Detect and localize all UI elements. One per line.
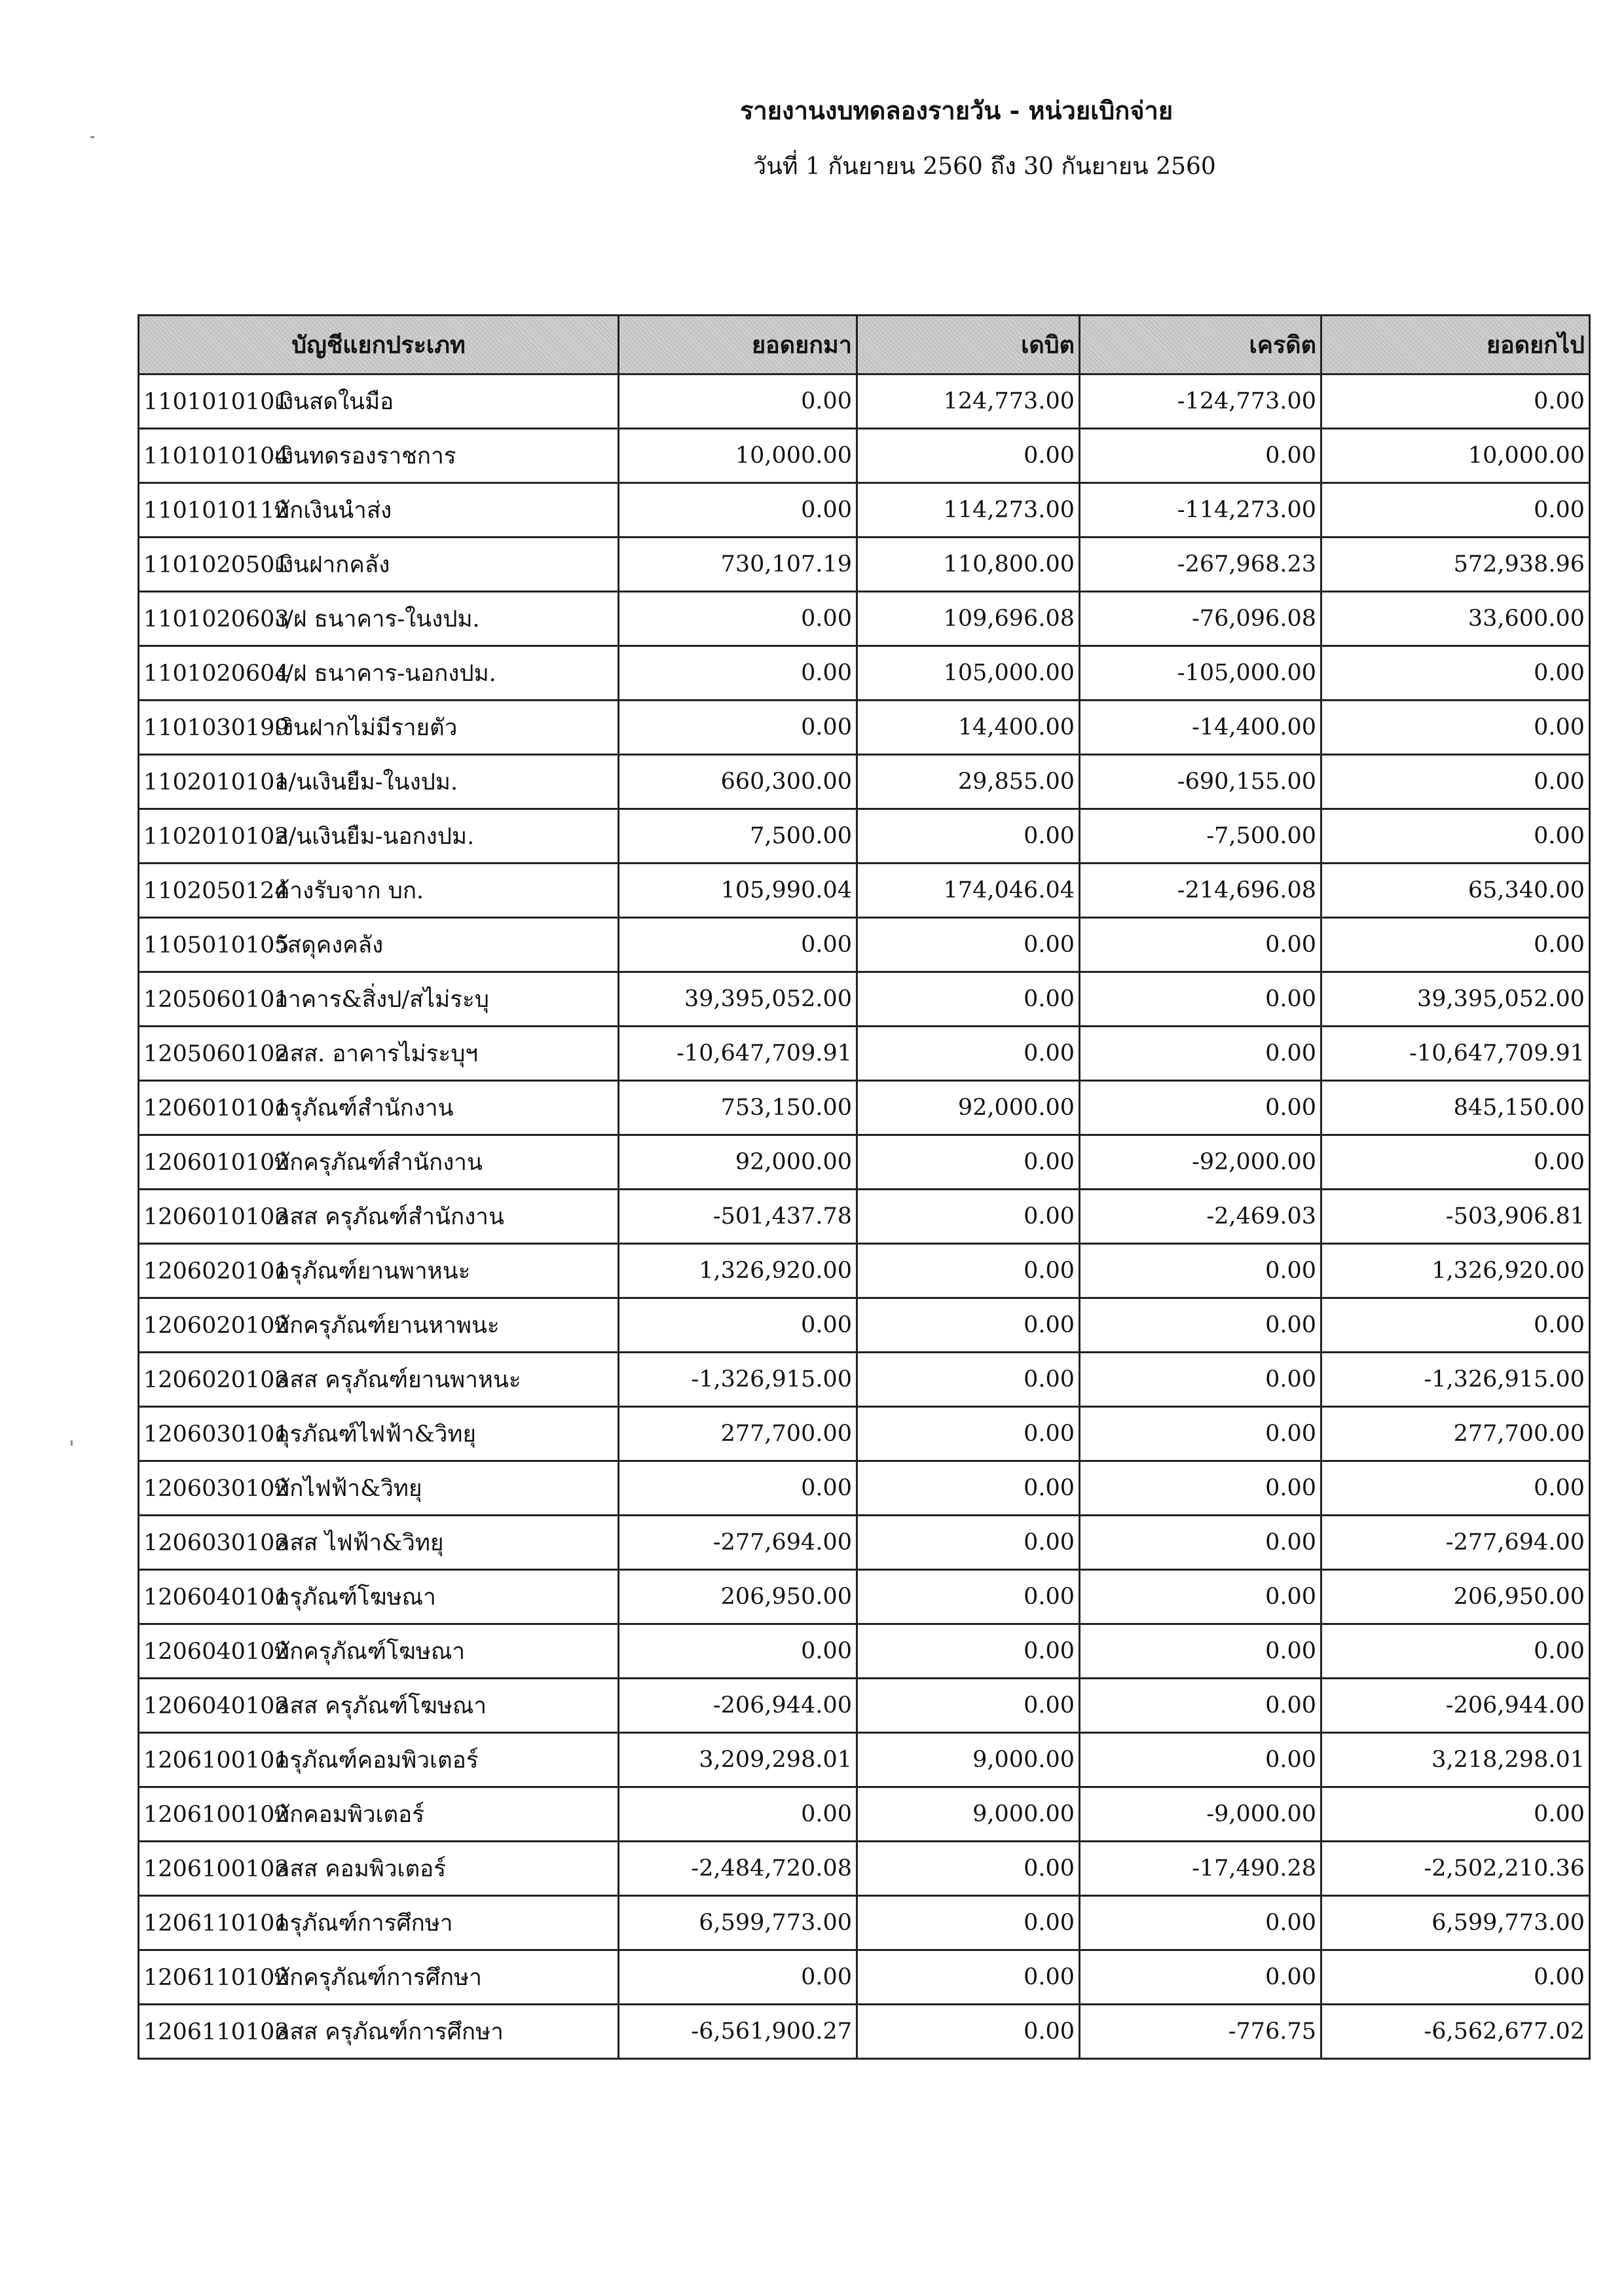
- credit-cell: -776.75: [1080, 2005, 1321, 2059]
- closing-balance-cell: -2,502,210.36: [1321, 1842, 1590, 1896]
- account-cell: [139, 1081, 619, 1135]
- opening-balance-cell: 0.00: [619, 1461, 857, 1516]
- debit-cell: 0.00: [857, 2005, 1080, 2059]
- account-name: พักครุภัณฑ์โฆษณา: [274, 1638, 466, 1665]
- opening-balance-cell: 0.00: [619, 646, 857, 701]
- debit-cell: 109,696.08: [857, 592, 1080, 646]
- account-cell: [139, 646, 619, 701]
- account-code: 1206020102: [143, 1312, 289, 1339]
- account-name: คสส ไฟฟ้า&วิทยุ: [274, 1529, 444, 1556]
- account-cell: [139, 592, 619, 646]
- scan-speck: [71, 1440, 73, 1446]
- opening-balance-cell: 7,500.00: [619, 809, 857, 864]
- table-row: [139, 1353, 1590, 1407]
- scan-speck: [90, 136, 94, 138]
- account-code: 1206010102: [143, 1149, 289, 1176]
- header-account: บัญชีแยกประเภท: [139, 316, 619, 374]
- account-cell: [139, 1298, 619, 1353]
- account-code: 1206110101: [143, 1910, 289, 1937]
- account-name: พักไฟฟ้า&วิทยุ: [274, 1475, 422, 1502]
- credit-cell: -2,469.03: [1080, 1190, 1321, 1244]
- table-row: [139, 429, 1590, 483]
- opening-balance-cell: -10,647,709.91: [619, 1027, 857, 1081]
- debit-cell: 0.00: [857, 1461, 1080, 1516]
- credit-cell: -76,096.08: [1080, 592, 1321, 646]
- opening-balance-cell: 39,395,052.00: [619, 972, 857, 1027]
- table-row: [139, 374, 1590, 429]
- closing-balance-cell: 0.00: [1321, 1298, 1590, 1353]
- debit-cell: 0.00: [857, 1679, 1080, 1733]
- debit-cell: 0.00: [857, 1353, 1080, 1407]
- account-code: 1101010101: [143, 388, 289, 415]
- closing-balance-cell: 0.00: [1321, 809, 1590, 864]
- account-cell: [139, 972, 619, 1027]
- table-row: [139, 755, 1590, 809]
- closing-balance-cell: 3,218,298.01: [1321, 1733, 1590, 1787]
- opening-balance-cell: 0.00: [619, 701, 857, 755]
- account-code: 1102050124: [143, 877, 289, 904]
- table-row: [139, 592, 1590, 646]
- account-cell: [139, 1787, 619, 1842]
- credit-cell: 0.00: [1080, 1950, 1321, 2005]
- account-name: คสส ครุภัณฑ์การศึกษา: [274, 2018, 504, 2045]
- account-name: พักเงินนำส่ง: [274, 497, 392, 524]
- opening-balance-cell: 92,000.00: [619, 1135, 857, 1190]
- account-name: ครุภัณฑ์สำนักงาน: [274, 1095, 454, 1121]
- account-name: ครุภัณฑ์คอมพิวเตอร์: [274, 1747, 479, 1774]
- account-cell: [139, 374, 619, 429]
- closing-balance-cell: 33,600.00: [1321, 592, 1590, 646]
- opening-balance-cell: 206,950.00: [619, 1570, 857, 1624]
- account-code: 1206030102: [143, 1475, 289, 1502]
- closing-balance-cell: 0.00: [1321, 1624, 1590, 1679]
- table-row: [139, 972, 1590, 1027]
- closing-balance-cell: 277,700.00: [1321, 1407, 1590, 1461]
- table-row: [139, 864, 1590, 918]
- table-row: [139, 646, 1590, 701]
- credit-cell: -7,500.00: [1080, 809, 1321, 864]
- account-name: คสส ครุภัณฑ์โฆษณา: [274, 1692, 487, 1719]
- opening-balance-cell: -206,944.00: [619, 1679, 857, 1733]
- account-code: 1101030199: [143, 714, 289, 741]
- account-code: 1206010103: [143, 1203, 289, 1230]
- account-name: คสส. อาคารไม่ระบุฯ: [274, 1040, 479, 1067]
- account-name: ครุภัณฑ์โฆษณา: [274, 1584, 436, 1611]
- credit-cell: 0.00: [1080, 1027, 1321, 1081]
- closing-balance-cell: 0.00: [1321, 1950, 1590, 2005]
- table-row: [139, 1570, 1590, 1624]
- account-cell: [139, 918, 619, 972]
- account-name: คสส ครุภัณฑ์สำนักงาน: [274, 1203, 504, 1230]
- closing-balance-cell: 0.00: [1321, 646, 1590, 701]
- account-code: 1206030101: [143, 1421, 289, 1448]
- opening-balance-cell: 0.00: [619, 592, 857, 646]
- opening-balance-cell: 753,150.00: [619, 1081, 857, 1135]
- table-row: [139, 1461, 1590, 1516]
- account-code: 1206110102: [143, 1964, 289, 1991]
- account-name: ครุภัณฑ์ยานพาหนะ: [274, 1258, 471, 1285]
- table-row: [139, 1298, 1590, 1353]
- closing-balance-cell: -1,326,915.00: [1321, 1353, 1590, 1407]
- debit-cell: 0.00: [857, 1624, 1080, 1679]
- account-name: คสส คอมพิวเตอร์: [274, 1855, 447, 1882]
- account-cell: [139, 1842, 619, 1896]
- debit-cell: 14,400.00: [857, 701, 1080, 755]
- account-code: 1206020103: [143, 1366, 289, 1393]
- opening-balance-cell: 660,300.00: [619, 755, 857, 809]
- closing-balance-cell: 0.00: [1321, 1135, 1590, 1190]
- closing-balance-cell: 572,938.96: [1321, 538, 1590, 592]
- table-row: [139, 918, 1590, 972]
- closing-balance-cell: 1,326,920.00: [1321, 1244, 1590, 1298]
- account-code: 1101020604: [143, 660, 289, 687]
- credit-cell: 0.00: [1080, 1624, 1321, 1679]
- credit-cell: 0.00: [1080, 1407, 1321, 1461]
- debit-cell: 110,800.00: [857, 538, 1080, 592]
- account-cell: [139, 1407, 619, 1461]
- header-debit: เดบิต: [857, 316, 1080, 374]
- opening-balance-cell: 105,990.04: [619, 864, 857, 918]
- credit-cell: -92,000.00: [1080, 1135, 1321, 1190]
- account-code: 1206100102: [143, 1801, 289, 1828]
- table-row: [139, 1190, 1590, 1244]
- debit-cell: 0.00: [857, 1950, 1080, 2005]
- account-cell: [139, 1353, 619, 1407]
- credit-cell: -690,155.00: [1080, 755, 1321, 809]
- credit-cell: 0.00: [1080, 972, 1321, 1027]
- account-cell: [139, 1190, 619, 1244]
- credit-cell: -114,273.00: [1080, 483, 1321, 538]
- table-row: [139, 701, 1590, 755]
- header-closing-balance: ยอดยกไป: [1321, 316, 1590, 374]
- table-row: [139, 1733, 1590, 1787]
- account-name: พักครุภัณฑ์การศึกษา: [274, 1964, 482, 1991]
- opening-balance-cell: -277,694.00: [619, 1516, 857, 1570]
- opening-balance-cell: -501,437.78: [619, 1190, 857, 1244]
- table-row: [139, 1516, 1590, 1570]
- opening-balance-cell: 0.00: [619, 374, 857, 429]
- account-code: 1102010101: [143, 769, 289, 795]
- account-cell: [139, 809, 619, 864]
- account-name: เงินฝากคลัง: [274, 551, 390, 578]
- debit-cell: 9,000.00: [857, 1733, 1080, 1787]
- account-code: 1206100101: [143, 1747, 289, 1774]
- table-header-row: [139, 316, 1590, 374]
- debit-cell: 105,000.00: [857, 646, 1080, 701]
- account-name: เงินทดรองราชการ: [274, 443, 456, 469]
- trial-balance-table: [138, 314, 1591, 2060]
- opening-balance-cell: 0.00: [619, 1787, 857, 1842]
- credit-cell: -124,773.00: [1080, 374, 1321, 429]
- account-cell: [139, 1244, 619, 1298]
- header-credit: เครดิต: [1080, 316, 1321, 374]
- debit-cell: 124,773.00: [857, 374, 1080, 429]
- closing-balance-cell: 6,599,773.00: [1321, 1896, 1590, 1950]
- credit-cell: 0.00: [1080, 1679, 1321, 1733]
- account-code: 1205060102: [143, 1040, 289, 1067]
- table-row: [139, 1244, 1590, 1298]
- account-code: 1206110103: [143, 2018, 289, 2045]
- account-cell: [139, 1135, 619, 1190]
- account-name: เงินสดในมือ: [274, 388, 394, 415]
- debit-cell: 0.00: [857, 1407, 1080, 1461]
- account-code: 1101010112: [143, 497, 289, 524]
- account-code: 1105010105: [143, 932, 289, 958]
- account-cell: [139, 755, 619, 809]
- account-name: เงินฝากไม่มีรายตัว: [274, 714, 458, 741]
- account-name: ค้างรับจาก บก.: [274, 877, 424, 904]
- opening-balance-cell: 10,000.00: [619, 429, 857, 483]
- credit-cell: 0.00: [1080, 1461, 1321, 1516]
- opening-balance-cell: 277,700.00: [619, 1407, 857, 1461]
- debit-cell: 0.00: [857, 1027, 1080, 1081]
- closing-balance-cell: 0.00: [1321, 374, 1590, 429]
- table-row: [139, 1027, 1590, 1081]
- opening-balance-cell: 3,209,298.01: [619, 1733, 857, 1787]
- credit-cell: 0.00: [1080, 1244, 1321, 1298]
- account-cell: [139, 429, 619, 483]
- closing-balance-cell: 0.00: [1321, 1461, 1590, 1516]
- debit-cell: 0.00: [857, 1298, 1080, 1353]
- closing-balance-cell: -6,562,677.02: [1321, 2005, 1590, 2059]
- account-cell: [139, 701, 619, 755]
- account-name: อาคาร&สิ่งป/สไม่ระบุ: [274, 986, 490, 1013]
- closing-balance-cell: 39,395,052.00: [1321, 972, 1590, 1027]
- opening-balance-cell: 0.00: [619, 1950, 857, 2005]
- table-row: [139, 1081, 1590, 1135]
- closing-balance-cell: 0.00: [1321, 755, 1590, 809]
- debit-cell: 9,000.00: [857, 1787, 1080, 1842]
- account-name: ง/ฝ ธนาคาร-นอกงปม.: [274, 660, 496, 687]
- account-code: 1206040102: [143, 1638, 289, 1665]
- table-row: [139, 1950, 1590, 2005]
- table-row: [139, 1135, 1590, 1190]
- report-period: วันที่ 1 กันยายน 2560 ถึง 30 กันยายน 2560: [753, 153, 1216, 180]
- account-name: พักครุภัณฑ์สำนักงาน: [274, 1149, 483, 1176]
- debit-cell: 0.00: [857, 1896, 1080, 1950]
- closing-balance-cell: -503,906.81: [1321, 1190, 1590, 1244]
- opening-balance-cell: 0.00: [619, 1624, 857, 1679]
- account-code: 1101020603: [143, 606, 289, 632]
- account-code: 1102010102: [143, 823, 289, 850]
- debit-cell: 0.00: [857, 809, 1080, 864]
- credit-cell: 0.00: [1080, 1353, 1321, 1407]
- account-name: ล/นเงินยืม-ในงปม.: [274, 769, 458, 795]
- credit-cell: 0.00: [1080, 1733, 1321, 1787]
- debit-cell: 29,855.00: [857, 755, 1080, 809]
- table-row: [139, 1842, 1590, 1896]
- account-name: พักครุภัณฑ์ยานหาพนะ: [274, 1312, 500, 1339]
- debit-cell: 0.00: [857, 918, 1080, 972]
- opening-balance-cell: -2,484,720.08: [619, 1842, 857, 1896]
- account-cell: [139, 864, 619, 918]
- opening-balance-cell: 0.00: [619, 483, 857, 538]
- opening-balance-cell: 0.00: [619, 918, 857, 972]
- closing-balance-cell: 10,000.00: [1321, 429, 1590, 483]
- closing-balance-cell: 845,150.00: [1321, 1081, 1590, 1135]
- header-opening-balance: ยอดยกมา: [619, 316, 857, 374]
- table-row: [139, 809, 1590, 864]
- closing-balance-cell: 0.00: [1321, 483, 1590, 538]
- closing-balance-cell: 0.00: [1321, 1787, 1590, 1842]
- debit-cell: 174,046.04: [857, 864, 1080, 918]
- credit-cell: 0.00: [1080, 918, 1321, 972]
- account-code: 1206010101: [143, 1095, 289, 1121]
- closing-balance-cell: 206,950.00: [1321, 1570, 1590, 1624]
- table-row: [139, 1787, 1590, 1842]
- account-cell: [139, 1516, 619, 1570]
- opening-balance-cell: -6,561,900.27: [619, 2005, 857, 2059]
- account-cell: [139, 1461, 619, 1516]
- account-name: คสส ครุภัณฑ์ยานพาหนะ: [274, 1366, 521, 1393]
- account-cell: [139, 1624, 619, 1679]
- table-row: [139, 538, 1590, 592]
- opening-balance-cell: 730,107.19: [619, 538, 857, 592]
- table-row: [139, 1679, 1590, 1733]
- debit-cell: 0.00: [857, 1570, 1080, 1624]
- account-cell: [139, 1733, 619, 1787]
- account-code: 1206030103: [143, 1529, 289, 1556]
- credit-cell: -214,696.08: [1080, 864, 1321, 918]
- opening-balance-cell: -1,326,915.00: [619, 1353, 857, 1407]
- table-row: [139, 1624, 1590, 1679]
- account-code: 1206040103: [143, 1692, 289, 1719]
- account-name: คุรภัณฑ์ไฟฟ้า&วิทยุ: [274, 1421, 477, 1448]
- table-row: [139, 483, 1590, 538]
- account-cell: [139, 1950, 619, 2005]
- account-name: ล/นเงินยืม-นอกงปม.: [274, 823, 475, 850]
- account-cell: [139, 1570, 619, 1624]
- table-body: [139, 374, 1590, 2059]
- debit-cell: 0.00: [857, 1842, 1080, 1896]
- account-code: 1206020101: [143, 1258, 289, 1285]
- opening-balance-cell: 0.00: [619, 1298, 857, 1353]
- debit-cell: 0.00: [857, 972, 1080, 1027]
- account-cell: [139, 1027, 619, 1081]
- account-cell: [139, 483, 619, 538]
- credit-cell: -9,000.00: [1080, 1787, 1321, 1842]
- debit-cell: 114,273.00: [857, 483, 1080, 538]
- closing-balance-cell: -206,944.00: [1321, 1679, 1590, 1733]
- debit-cell: 0.00: [857, 1516, 1080, 1570]
- account-cell: [139, 1896, 619, 1950]
- account-code: 1101020501: [143, 551, 289, 578]
- credit-cell: -17,490.28: [1080, 1842, 1321, 1896]
- debit-cell: 0.00: [857, 1244, 1080, 1298]
- account-code: 1206040101: [143, 1584, 289, 1611]
- closing-balance-cell: 0.00: [1321, 701, 1590, 755]
- table-row: [139, 1896, 1590, 1950]
- credit-cell: 0.00: [1080, 1298, 1321, 1353]
- account-code: 1206100103: [143, 1855, 289, 1882]
- account-name: วัสดุคงคลัง: [274, 932, 384, 958]
- debit-cell: 0.00: [857, 1135, 1080, 1190]
- debit-cell: 0.00: [857, 429, 1080, 483]
- table-row: [139, 2005, 1590, 2059]
- closing-balance-cell: -10,647,709.91: [1321, 1027, 1590, 1081]
- credit-cell: 0.00: [1080, 1516, 1321, 1570]
- opening-balance-cell: 1,326,920.00: [619, 1244, 857, 1298]
- account-name: ง/ฝ ธนาคาร-ในงปม.: [274, 606, 480, 632]
- credit-cell: -105,000.00: [1080, 646, 1321, 701]
- credit-cell: -267,968.23: [1080, 538, 1321, 592]
- closing-balance-cell: 65,340.00: [1321, 864, 1590, 918]
- account-cell: [139, 1679, 619, 1733]
- credit-cell: 0.00: [1080, 1896, 1321, 1950]
- credit-cell: -14,400.00: [1080, 701, 1321, 755]
- account-code: 1101010104: [143, 443, 289, 469]
- table-row: [139, 1407, 1590, 1461]
- account-name: ครุภัณฑ์การศึกษา: [274, 1910, 453, 1937]
- account-cell: [139, 2005, 619, 2059]
- account-cell: [139, 538, 619, 592]
- account-code: 1205060101: [143, 986, 289, 1013]
- account-name: พักคอมพิวเตอร์: [274, 1801, 425, 1828]
- debit-cell: 0.00: [857, 1190, 1080, 1244]
- closing-balance-cell: -277,694.00: [1321, 1516, 1590, 1570]
- opening-balance-cell: 6,599,773.00: [619, 1896, 857, 1950]
- closing-balance-cell: 0.00: [1321, 918, 1590, 972]
- credit-cell: 0.00: [1080, 1570, 1321, 1624]
- report-title: รายงานงบทดลองรายวัน - หน่วยเบิกจ่าย: [740, 96, 1173, 125]
- credit-cell: 0.00: [1080, 1081, 1321, 1135]
- debit-cell: 92,000.00: [857, 1081, 1080, 1135]
- credit-cell: 0.00: [1080, 429, 1321, 483]
